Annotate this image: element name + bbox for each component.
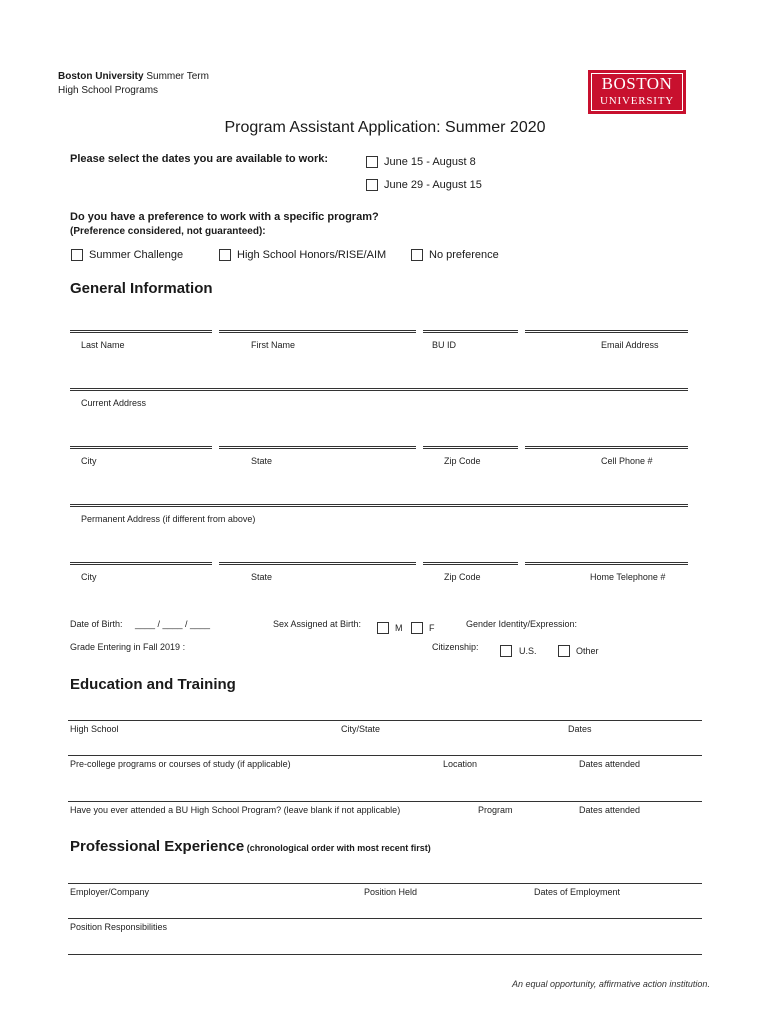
preference-checkbox-honors[interactable] [219, 249, 231, 261]
permanent-address-label: Permanent Address (if different from above) [81, 514, 256, 524]
preference-option-none: No preference [429, 249, 499, 261]
email-field[interactable] [525, 330, 688, 333]
availability-checkbox-1[interactable] [366, 156, 378, 168]
current-address-label: Current Address [81, 398, 147, 408]
location-label: Location [443, 759, 478, 769]
sex-label: Sex Assigned at Birth: [273, 619, 362, 629]
availability-option-1: June 15 - August 8 [384, 156, 476, 168]
dates-label: Dates [568, 724, 592, 734]
bu-id-label: BU ID [432, 340, 457, 350]
preference-checkbox-none[interactable] [411, 249, 423, 261]
state-label: State [251, 456, 273, 466]
sex-m-label: M [395, 623, 403, 633]
dates-attended-label: Dates attended [579, 759, 641, 769]
first-name-label: First Name [251, 340, 296, 350]
perm-state-field[interactable] [219, 562, 416, 565]
logo-line-2: UNIVERSITY [600, 95, 674, 107]
employer-label: Employer/Company [70, 887, 150, 897]
sex-f-label: F [429, 623, 435, 633]
city-state-label: City/State [341, 724, 381, 734]
education-heading: Education and Training [70, 676, 236, 693]
dates-employment-label: Dates of Employment [534, 887, 621, 897]
perm-zip-label: Zip Code [444, 572, 481, 582]
high-school-label: High School [70, 724, 119, 734]
sex-f-checkbox[interactable] [411, 622, 423, 634]
state-field[interactable] [219, 446, 416, 449]
program-name: High School Programs [58, 85, 159, 96]
current-address-field[interactable] [70, 388, 688, 391]
program-label: Program [478, 805, 513, 815]
responsibilities-bottom-line [68, 954, 702, 955]
last-name-label: Last Name [81, 340, 125, 350]
citizenship-us-label: U.S. [519, 646, 537, 656]
experience-heading-row [70, 838, 431, 856]
dob-label: Date of Birth: [70, 619, 123, 629]
grade-label: Grade Entering in Fall 2019 : [70, 642, 186, 652]
gender-label: Gender Identity/Expression: [466, 619, 578, 629]
footer-note: An equal opportunity, affirmative action institution. [512, 979, 710, 989]
page-title: Program Assistant Application: Summer 2020 [224, 119, 546, 136]
cell-phone-field[interactable] [525, 446, 688, 449]
dob-field[interactable]: ____ / ____ / ____ [135, 619, 211, 629]
availability-question: Please select the dates you are available to work: [70, 153, 329, 165]
precollege-field[interactable] [68, 755, 702, 756]
city-label: City [81, 456, 97, 466]
home-phone-label: Home Telephone # [590, 572, 666, 582]
perm-city-label: City [81, 572, 97, 582]
email-label: Email Address [601, 340, 659, 350]
bu-dates-attended-label: Dates attended [579, 805, 641, 815]
bu-id-field[interactable] [423, 330, 518, 333]
experience-subheading: (chronological order with most recent first) [244, 843, 431, 853]
employer-field[interactable] [68, 883, 702, 884]
precollege-label: Pre-college programs or courses of study (if applicable) [70, 759, 291, 769]
org-header [58, 70, 209, 84]
first-name-field[interactable] [219, 330, 416, 333]
availability-option-2: June 29 - August 15 [384, 179, 482, 191]
city-field[interactable] [70, 446, 212, 449]
general-heading: General Information [70, 280, 213, 297]
citizenship-label: Citizenship: [432, 642, 479, 652]
preference-option-summer-challenge: Summer Challenge [89, 249, 184, 261]
responsibilities-label: Position Responsibilities [70, 922, 168, 932]
citizenship-us-checkbox[interactable] [500, 645, 512, 657]
responsibilities-field[interactable] [68, 918, 702, 919]
org-name: Boston University [58, 71, 144, 82]
perm-state-label: State [251, 572, 273, 582]
bu-program-field[interactable] [68, 801, 702, 802]
cell-phone-label: Cell Phone # [601, 456, 653, 466]
preference-note: (Preference considered, not guaranteed): [70, 226, 266, 237]
perm-city-field[interactable] [70, 562, 212, 565]
position-held-label: Position Held [364, 887, 418, 897]
permanent-address-field[interactable] [70, 504, 688, 507]
preference-question: Do you have a preference to work with a specific program? [70, 211, 379, 223]
citizenship-other-checkbox[interactable] [558, 645, 570, 657]
perm-zip-field[interactable] [423, 562, 518, 565]
home-phone-field[interactable] [525, 562, 688, 565]
last-name-field[interactable] [70, 330, 212, 333]
availability-checkbox-2[interactable] [366, 179, 378, 191]
preference-option-honors: High School Honors/RISE/AIM [237, 249, 387, 261]
high-school-field[interactable] [68, 720, 702, 721]
citizenship-other-label: Other [576, 646, 599, 656]
zip-label: Zip Code [444, 456, 481, 466]
bu-logo [588, 70, 686, 114]
bu-program-question: Have you ever attended a BU High School Program? (leave blank if not applicable) [70, 805, 401, 815]
preference-checkbox-summer-challenge[interactable] [71, 249, 83, 261]
sex-m-checkbox[interactable] [377, 622, 389, 634]
experience-heading: Professional Experience [70, 838, 245, 855]
org-term: Summer Term [143, 71, 209, 82]
logo-line-1: BOSTON [601, 74, 673, 93]
zip-field[interactable] [423, 446, 518, 449]
